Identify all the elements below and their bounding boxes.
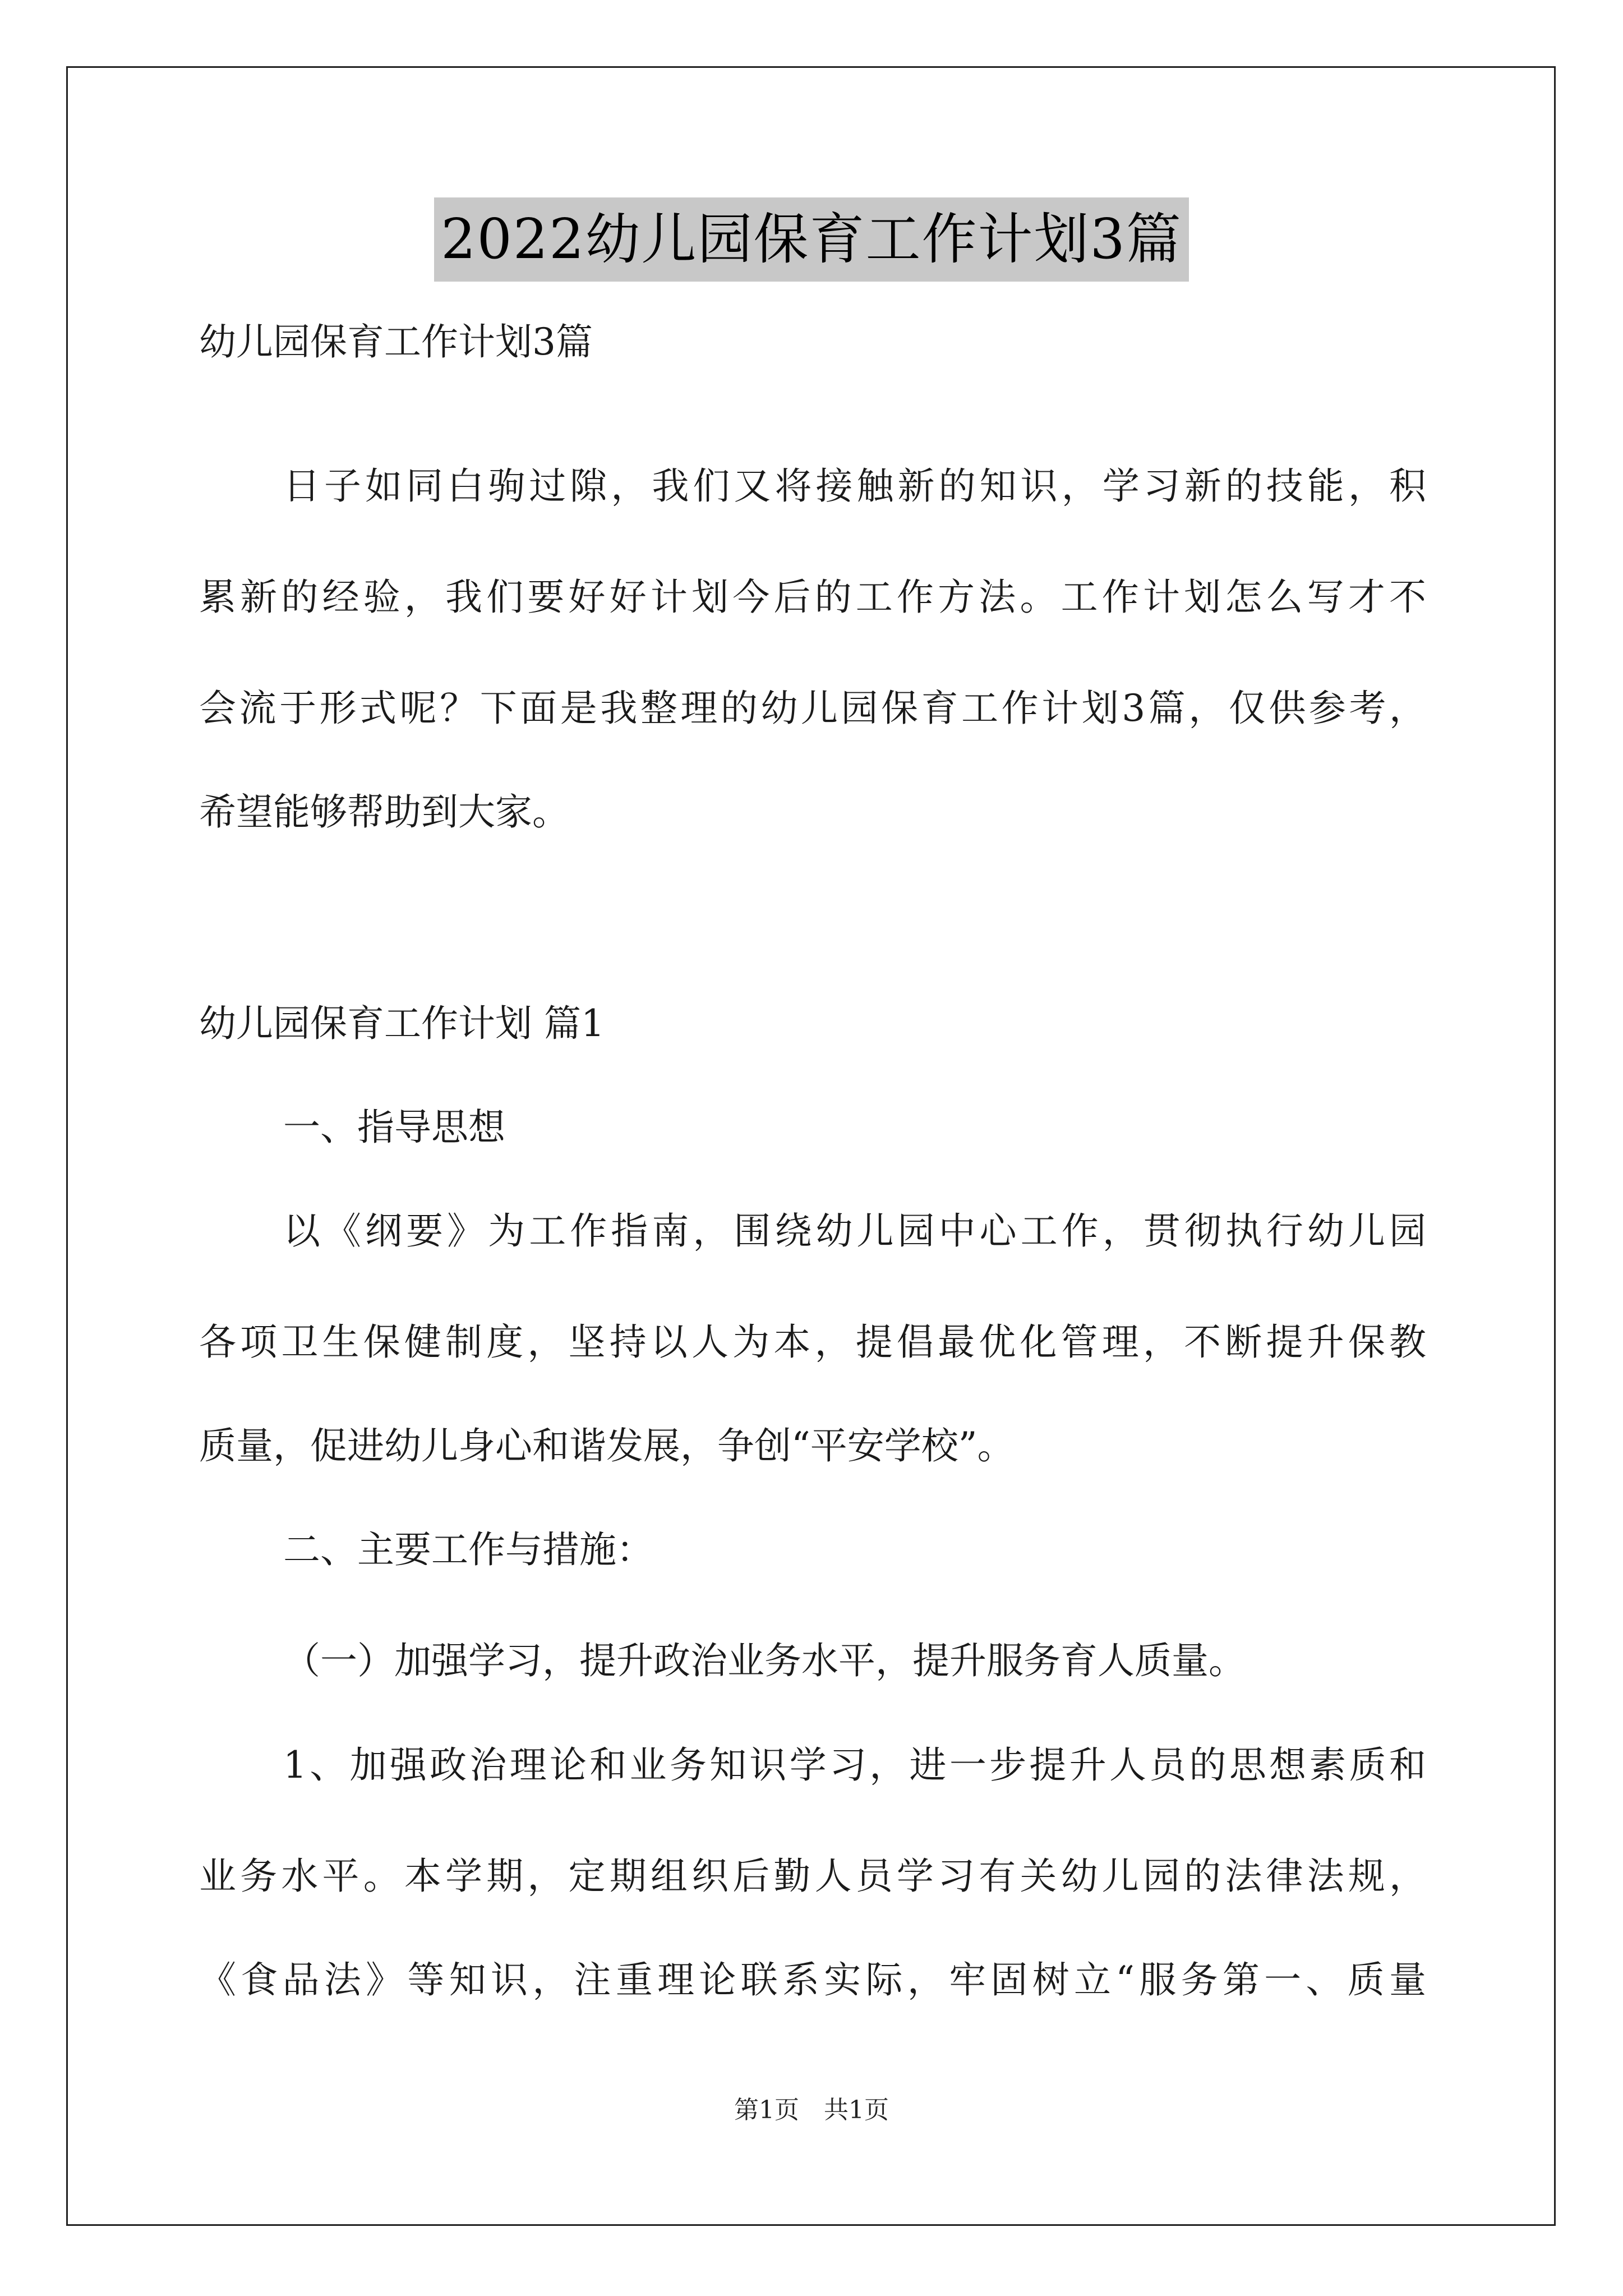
paragraph-line: 质量，促进幼儿身心和谐发展，争创“平安学校”。 bbox=[199, 1424, 1015, 1467]
section-heading: 幼儿园保育工作计划 篇1 bbox=[199, 1002, 605, 1045]
paragraph-line: 1、加强政治理论和业务知识学习，进一步提升人员的思想素质和 bbox=[283, 1743, 1426, 1787]
paragraph-line: 以《纲要》为工作指南，围绕幼儿园中心工作，贯彻执行幼儿园 bbox=[283, 1209, 1426, 1253]
title-container bbox=[0, 197, 1623, 282]
paragraph-line: 希望能够帮助到大家。 bbox=[199, 790, 569, 834]
paragraph-line: 《食品法》等知识，注重理论联系实际，牢固树立“服务第一、质量 bbox=[199, 1958, 1426, 2001]
subsection-heading: 一、指导思想 bbox=[283, 1106, 505, 1149]
subsection-heading: （一）加强学习，提升政治业务水平，提升服务育人质量。 bbox=[283, 1639, 1246, 1682]
subtitle-line: 幼儿园保育工作计划3篇 bbox=[199, 320, 593, 364]
paragraph-line: 日子如同白驹过隙，我们又将接触新的知识，学习新的技能，积 bbox=[283, 464, 1426, 508]
page-footer: 第1页 共1页 bbox=[734, 2096, 889, 2124]
document-title: 2022幼儿园保育工作计划3篇 bbox=[434, 197, 1189, 282]
paragraph-line: 会流于形式呢？下面是我整理的幼儿园保育工作计划3篇，仅供参考， bbox=[199, 687, 1426, 730]
paragraph-line: 各项卫生保健制度，坚持以人为本，提倡最优化管理，不断提升保教 bbox=[199, 1320, 1426, 1364]
subsection-heading: 二、主要工作与措施： bbox=[283, 1528, 653, 1571]
paragraph-line: 累新的经验，我们要好好计划今后的工作方法。工作计划怎么写才不 bbox=[199, 576, 1426, 619]
paragraph-line: 业务水平。本学期，定期组织后勤人员学习有关幼儿园的法律法规， bbox=[199, 1855, 1426, 1898]
